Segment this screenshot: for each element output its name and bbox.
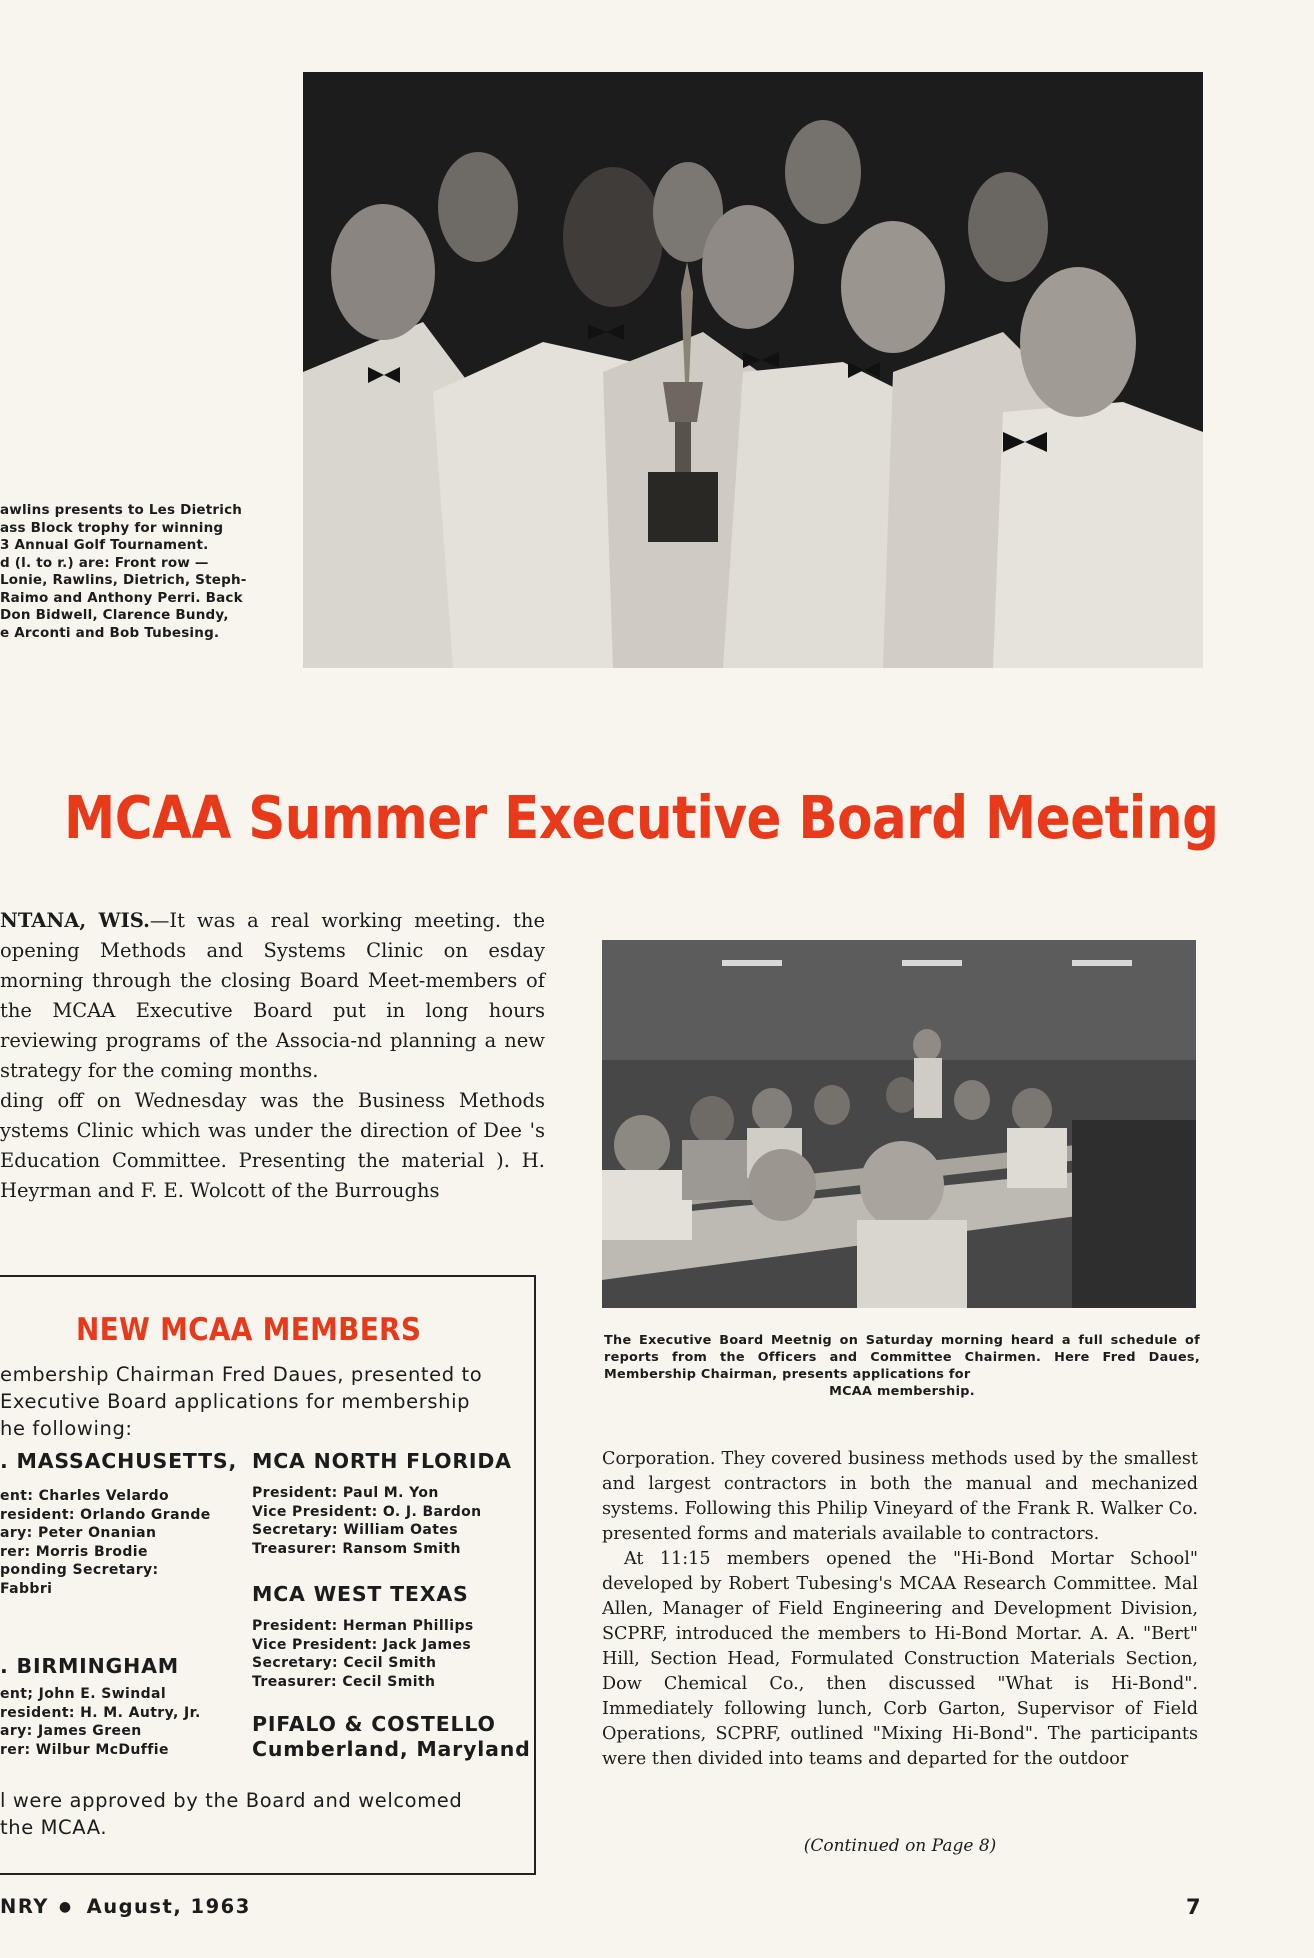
board-meeting-photo bbox=[602, 940, 1196, 1308]
officer-line: President: Paul M. Yon bbox=[252, 1485, 439, 1501]
chapter-name: MCA NORTH FLORIDA bbox=[252, 1449, 512, 1473]
issue-date: August, 1963 bbox=[86, 1895, 251, 1918]
officer-line: Vice President: Jack James bbox=[252, 1636, 472, 1653]
officer-line: ary: James Green bbox=[0, 1723, 142, 1739]
bullet-icon: ● bbox=[58, 1899, 73, 1915]
officer-line: Secretary: Cecil Smith bbox=[252, 1655, 437, 1671]
officer-line: resident: Orlando Grande bbox=[0, 1506, 211, 1523]
officer-line: President: Herman Phillips bbox=[252, 1618, 474, 1634]
intro-line: he following: bbox=[0, 1417, 133, 1440]
outro-line: l were approved by the Board and welcomed bbox=[0, 1789, 463, 1812]
golf-trophy-photo bbox=[303, 72, 1203, 668]
chapter-location: Cumberland, Maryland bbox=[252, 1737, 531, 1761]
officer-line: resident: H. M. Autry, Jr. bbox=[0, 1704, 201, 1721]
intro-line: embership Chairman Fred Daues, presented to bbox=[0, 1363, 483, 1386]
chapter-officers bbox=[252, 1484, 482, 1558]
caption-line: e Arconti and Bob Tubesing. bbox=[0, 624, 220, 641]
officer-line: Vice President: O. J. Bardon bbox=[252, 1503, 482, 1520]
dateline: NTANA, WIS. bbox=[0, 909, 150, 932]
new-members-title: NEW MCAA MEMBERS bbox=[76, 1312, 422, 1348]
page-footer-left bbox=[0, 1895, 251, 1918]
chapter-name: PIFALO & COSTELLO bbox=[252, 1712, 496, 1736]
officer-line: Treasurer: Ransom Smith bbox=[252, 1540, 461, 1557]
officer-line: Treasurer: Cecil Smith bbox=[252, 1673, 436, 1690]
board-meeting-photo-illustration bbox=[602, 940, 1196, 1308]
caption-line: d (l. to r.) are: Front row — bbox=[0, 554, 209, 571]
officer-line: Fabbri bbox=[0, 1580, 53, 1597]
officer-line: rer: Morris Brodie bbox=[0, 1543, 148, 1560]
chapter-name: . MASSACHUSETTS, bbox=[0, 1449, 238, 1473]
intro-paragraph-1 bbox=[0, 906, 545, 1086]
officer-line: ponding Secretary: bbox=[0, 1562, 159, 1578]
outro-line: the MCAA. bbox=[0, 1816, 108, 1839]
continued-note: (Continued on Page 8) bbox=[803, 1836, 997, 1856]
officer-line: ent: Charles Velardo bbox=[0, 1488, 170, 1504]
golf-trophy-photo-illustration bbox=[303, 72, 1203, 668]
chapter-officers bbox=[0, 1487, 211, 1598]
body-paragraph: At 11:15 members opened the "Hi-Bond Mortar School" developed by Robert Tubesing's MCAA Research Committee. Mal Allen, Manager of Field Engineering and Development Division, SCPRF, introduced the members to Hi-Bond Mortar. A. A. "Bert" Hill, Section Head, Formulated Construction Materials Section, Dow Chemical Co., then discussed "What is Hi-Bond". Immediately following lunch, Corb Garton, Supervisor of Field Operations, SCPRF, outlined "Mixing Hi-Bond". The participants were then divided into teams and departed for the outdoor bbox=[602, 1549, 1198, 1769]
intro-line: Executive Board applications for membership bbox=[0, 1390, 471, 1413]
chapter-officers bbox=[252, 1617, 474, 1691]
new-members-intro bbox=[0, 1361, 520, 1442]
officer-line: rer: Wilbur McDuffie bbox=[0, 1741, 169, 1758]
magazine-name: NRY bbox=[0, 1895, 49, 1918]
chapter-name: . BIRMINGHAM bbox=[0, 1654, 179, 1678]
chapter-officers bbox=[0, 1685, 201, 1759]
golf-photo-caption bbox=[0, 502, 282, 642]
new-members-box bbox=[0, 1275, 536, 1875]
page-number: 7 bbox=[1186, 1895, 1201, 1919]
caption-text: The Executive Board Meetnig on Saturday morning heard a full schedule of reports from the Officers and Committee Chairmen. Here Fred Daues, Membership Chairman, presents applications for bbox=[604, 1333, 1200, 1382]
officer-line: Secretary: William Oates bbox=[252, 1522, 458, 1538]
caption-line: ass Block trophy for winning bbox=[0, 519, 224, 536]
intro-paragraph-1-text: —It was a real working meeting. the opening Methods and Systems Clinic on esday morning through the closing Board Meet-members of the MCAA Executive Board put in long hours reviewing programs of the Associa-nd planning a new strategy for the coming months. bbox=[0, 909, 545, 1082]
caption-line: Lonie, Rawlins, Dietrich, Steph- bbox=[0, 572, 247, 588]
officer-line: ary: Peter Onanian bbox=[0, 1525, 157, 1541]
officer-line: ent; John E. Swindal bbox=[0, 1686, 167, 1702]
board-meeting-caption bbox=[604, 1332, 1200, 1400]
caption-last-line: MCAA membership. bbox=[829, 1384, 975, 1399]
caption-line: Don Bidwell, Clarence Bundy, bbox=[0, 607, 229, 623]
chapter-name: MCA WEST TEXAS bbox=[252, 1582, 469, 1606]
intro-text bbox=[0, 906, 545, 1206]
article-headline: MCAA Summer Executive Board Meeting bbox=[64, 783, 1219, 852]
caption-line: 3 Annual Golf Tournament. bbox=[0, 537, 209, 553]
intro-paragraph-2 bbox=[0, 1086, 545, 1206]
body-paragraph: Corporation. They covered business methods used by the smallest and largest contractors in both the manual and mechanized systems. Following this Philip Vineyard of the Frank R. Walker Co. presented forms and materials available to contractors. bbox=[602, 1449, 1198, 1544]
new-members-outro bbox=[0, 1787, 520, 1841]
intro-paragraph-2-text: ding off on Wednesday was the Business Methods ystems Clinic which was under the direction of Dee 's Education Committee. Presenting the material ). H. Heyrman and F. E. Wolcott of the Burroughs bbox=[0, 1089, 545, 1202]
article-body-right bbox=[602, 1447, 1198, 1772]
caption-line: awlins presents to Les Dietrich bbox=[0, 502, 243, 518]
caption-line: Raimo and Anthony Perri. Back bbox=[0, 589, 243, 606]
